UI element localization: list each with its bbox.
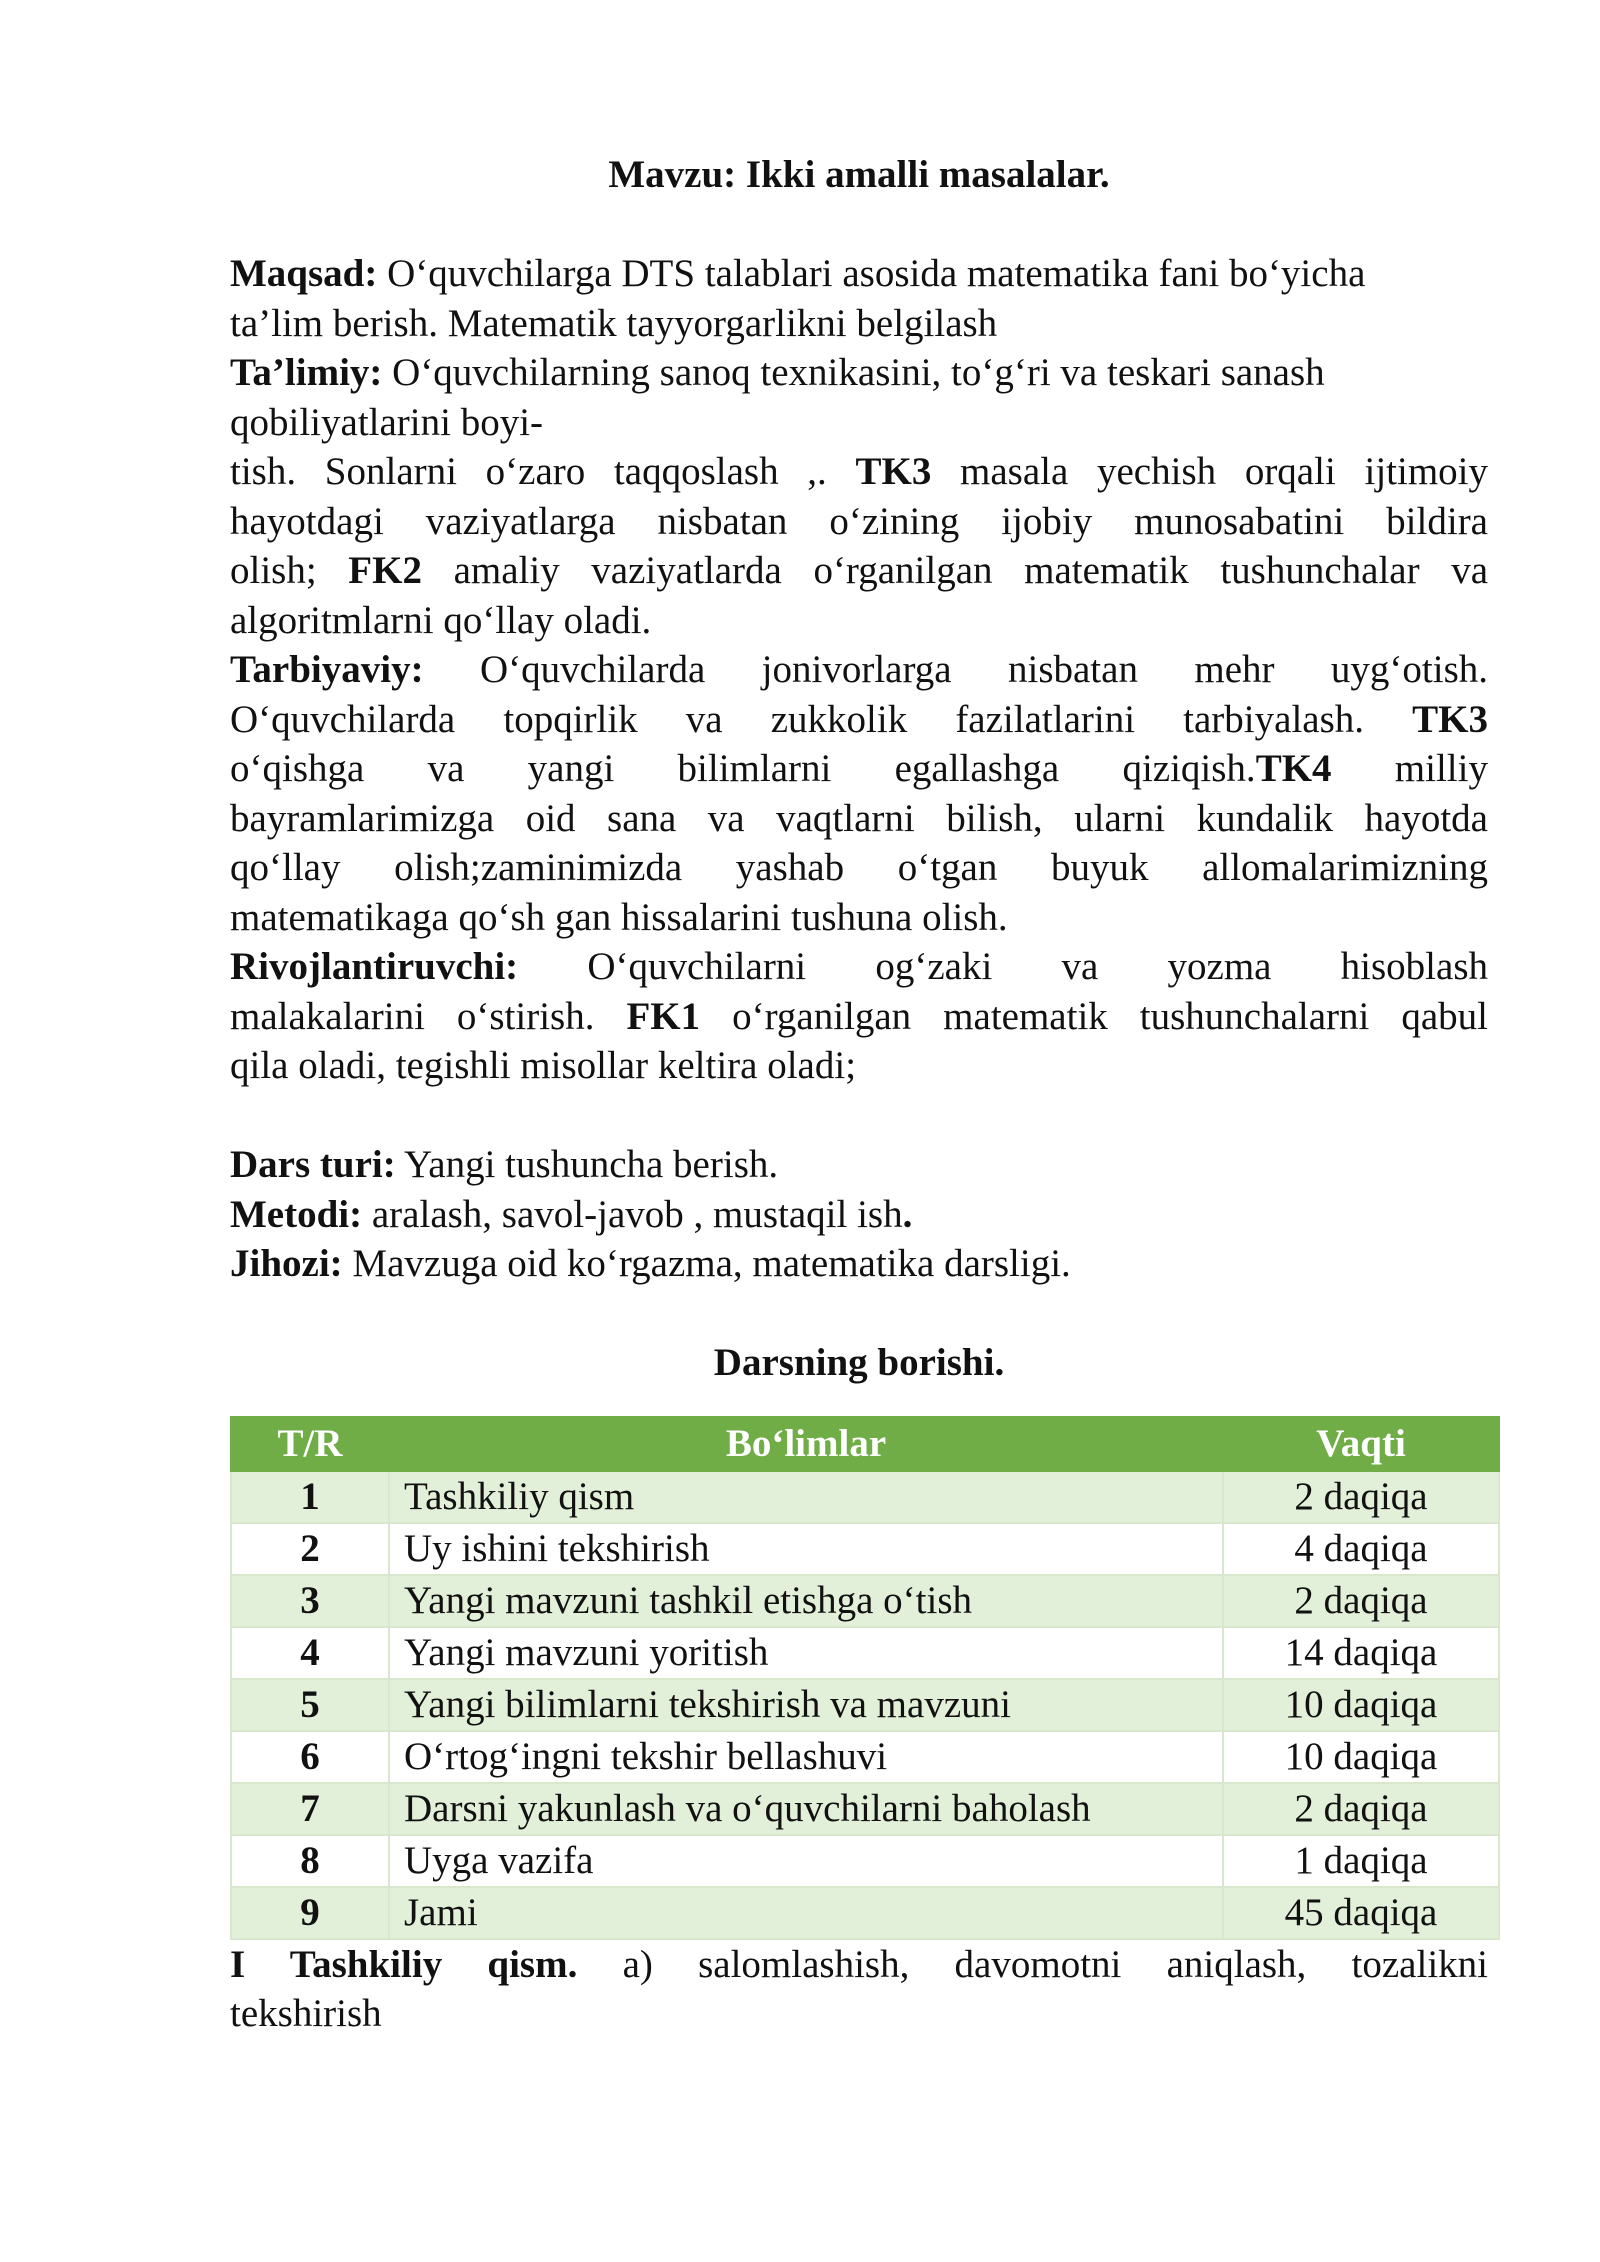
- page-title: Mavzu: Ikki amalli masalalar.: [608, 153, 1110, 196]
- table-row: [231, 1731, 1499, 1783]
- row-number: 7: [231, 1783, 389, 1835]
- row-section: Jami: [389, 1887, 1223, 1939]
- jihozi-label: Jihozi:: [230, 1242, 343, 1285]
- rivojlantiruvchi-line-1: Rivojlantiruvchi: O‘quvchilarni og‘zaki va yozma hisoblash: [230, 945, 1488, 988]
- talimiy-line-4: hayotdagi vaziyatlarga nisbatan o‘zining ijobiy munosabatini bildira: [230, 499, 1488, 543]
- tarbiyaviy-line-4: bayramlarimizga oid sana va vaqtlarni bilish, ularni kundalik hayotda: [230, 796, 1488, 840]
- row-number: 2: [231, 1523, 389, 1575]
- tashkiliy-line-2: tekshirish: [230, 1992, 382, 2035]
- row-section: Uy ishini tekshirish: [389, 1523, 1223, 1575]
- row-time: 2 daqiqa: [1223, 1575, 1499, 1627]
- row-time: 1 daqiqa: [1223, 1835, 1499, 1887]
- row-section: O‘rtog‘ingni tekshir bellashuvi: [389, 1731, 1223, 1783]
- tk4-code: TK4: [1255, 747, 1332, 790]
- lesson-plan-table: [230, 1416, 1500, 1940]
- table-row: [231, 1523, 1499, 1575]
- rivojlantiruvchi-line-2: malakalarini o‘stirish. FK1 o‘rganilgan matematik tushunchalarni qabul: [230, 994, 1488, 1038]
- table-row: [231, 1471, 1499, 1523]
- row-number: 8: [231, 1835, 389, 1887]
- maqsad-line-1: Maqsad: O‘quvchilarga DTS talablari asosida matematika fani bo‘yicha: [230, 252, 1366, 295]
- maqsad-label: Maqsad:: [230, 252, 378, 295]
- table-row: [231, 1835, 1499, 1887]
- row-time: 4 daqiqa: [1223, 1523, 1499, 1575]
- row-section: Uyga vazifa: [389, 1835, 1223, 1887]
- jihozi-line: Jihozi: Mavzuga oid ko‘rgazma, matematika darsligi.: [230, 1242, 1071, 1285]
- rivojlantiruvchi-label: Rivojlantiruvchi:: [230, 945, 519, 988]
- talimiy-line-5: olish; FK2 amaliy vaziyatlarda o‘rganilgan matematik tushunchalar va: [230, 549, 1488, 592]
- row-time: 10 daqiqa: [1223, 1679, 1499, 1731]
- fk2-code: FK2: [348, 549, 422, 592]
- row-time: 2 daqiqa: [1223, 1783, 1499, 1835]
- metodi-line: Metodi: aralash, savol-javob , mustaqil ish.: [230, 1192, 913, 1236]
- row-number: 9: [231, 1887, 389, 1939]
- table-header-row: [231, 1417, 1499, 1471]
- tarbiyaviy-line-1: Tarbiyaviy: O‘quvchilarda jonivorlarga nisbatan mehr uyg‘otish.: [230, 648, 1488, 691]
- table-row: [231, 1887, 1499, 1939]
- row-time: 2 daqiqa: [1223, 1471, 1499, 1523]
- table-row: [231, 1627, 1499, 1679]
- row-time: 10 daqiqa: [1223, 1731, 1499, 1783]
- talimiy-line-1: Ta’limiy: O‘quvchilarning sanoq texnikasini, to‘g‘ri va teskari sanash: [230, 351, 1325, 394]
- row-number: 1: [231, 1471, 389, 1523]
- tk3-code: TK3: [855, 450, 932, 493]
- column-header-sections: Bo‘limlar: [389, 1417, 1223, 1471]
- tashkiliy-line-1: I Tashkiliy qism. a) salomlashish, davomotni aniqlash, tozalikni: [230, 1942, 1488, 1986]
- tarbiyaviy-line-5: qo‘llay olish;zaminimizda yashab o‘tgan buyuk allomalarimizning: [230, 846, 1488, 889]
- row-number: 3: [231, 1575, 389, 1627]
- tarbiyaviy-line-3: o‘qishga va yangi bilimlarni egallashga qiziqish.TK4 milliy: [230, 747, 1488, 790]
- row-number: 4: [231, 1627, 389, 1679]
- talimiy-label: Ta’limiy:: [230, 351, 383, 394]
- document-content: [230, 150, 1488, 2039]
- row-time: 14 daqiqa: [1223, 1627, 1499, 1679]
- table-row: [231, 1575, 1499, 1627]
- column-header-time: Vaqti: [1223, 1417, 1499, 1471]
- section-subtitle: Darsning borishi.: [713, 1341, 1005, 1384]
- tashkiliy-label: I Tashkiliy qism.: [230, 1942, 578, 1986]
- row-section: Yangi bilimlarni tekshirish va mavzuni: [389, 1679, 1223, 1731]
- table-row: [231, 1783, 1499, 1835]
- table-row: [231, 1679, 1499, 1731]
- metodi-label: Metodi:: [230, 1192, 363, 1236]
- tarbiyaviy-line-6: matematikaga qo‘sh gan hissalarini tushuna olish.: [230, 895, 1008, 939]
- row-section: Yangi mavzuni tashkil etishga o‘tish: [389, 1575, 1223, 1627]
- talimiy-line-6: algoritmlarni qo‘llay oladi.: [230, 598, 652, 642]
- row-section: Tashkiliy qism: [389, 1471, 1223, 1523]
- talimiy-line-2: qobiliyatlarini boyi-: [230, 400, 544, 444]
- dars-turi-label: Dars turi:: [230, 1143, 396, 1186]
- tk3-code: TK3: [1412, 697, 1488, 741]
- tarbiyaviy-label: Tarbiyaviy:: [230, 648, 424, 691]
- fk1-code: FK1: [626, 994, 701, 1038]
- row-number: 6: [231, 1731, 389, 1783]
- maqsad-line-2: ta’lim berish. Matematik tayyorgarlikni belgilash: [230, 301, 998, 345]
- dars-turi-line: Dars turi: Yangi tushuncha berish.: [230, 1143, 779, 1186]
- row-section: Yangi mavzuni yoritish: [389, 1627, 1223, 1679]
- row-section: Darsni yakunlash va o‘quvchilarni baholash: [389, 1783, 1223, 1835]
- talimiy-line-3: tish. Sonlarni o‘zaro taqqoslash ,. TK3 masala yechish orqali ijtimoiy: [230, 450, 1488, 493]
- rivojlantiruvchi-line-3: qila oladi, tegishli misollar keltira oladi;: [230, 1044, 857, 1087]
- tarbiyaviy-line-2: O‘quvchilarda topqirlik va zukkolik fazilatlarini tarbiyalash. TK3: [230, 697, 1488, 741]
- row-time: 45 daqiqa: [1223, 1887, 1499, 1939]
- column-header-number: T/R: [231, 1417, 389, 1471]
- row-number: 5: [231, 1679, 389, 1731]
